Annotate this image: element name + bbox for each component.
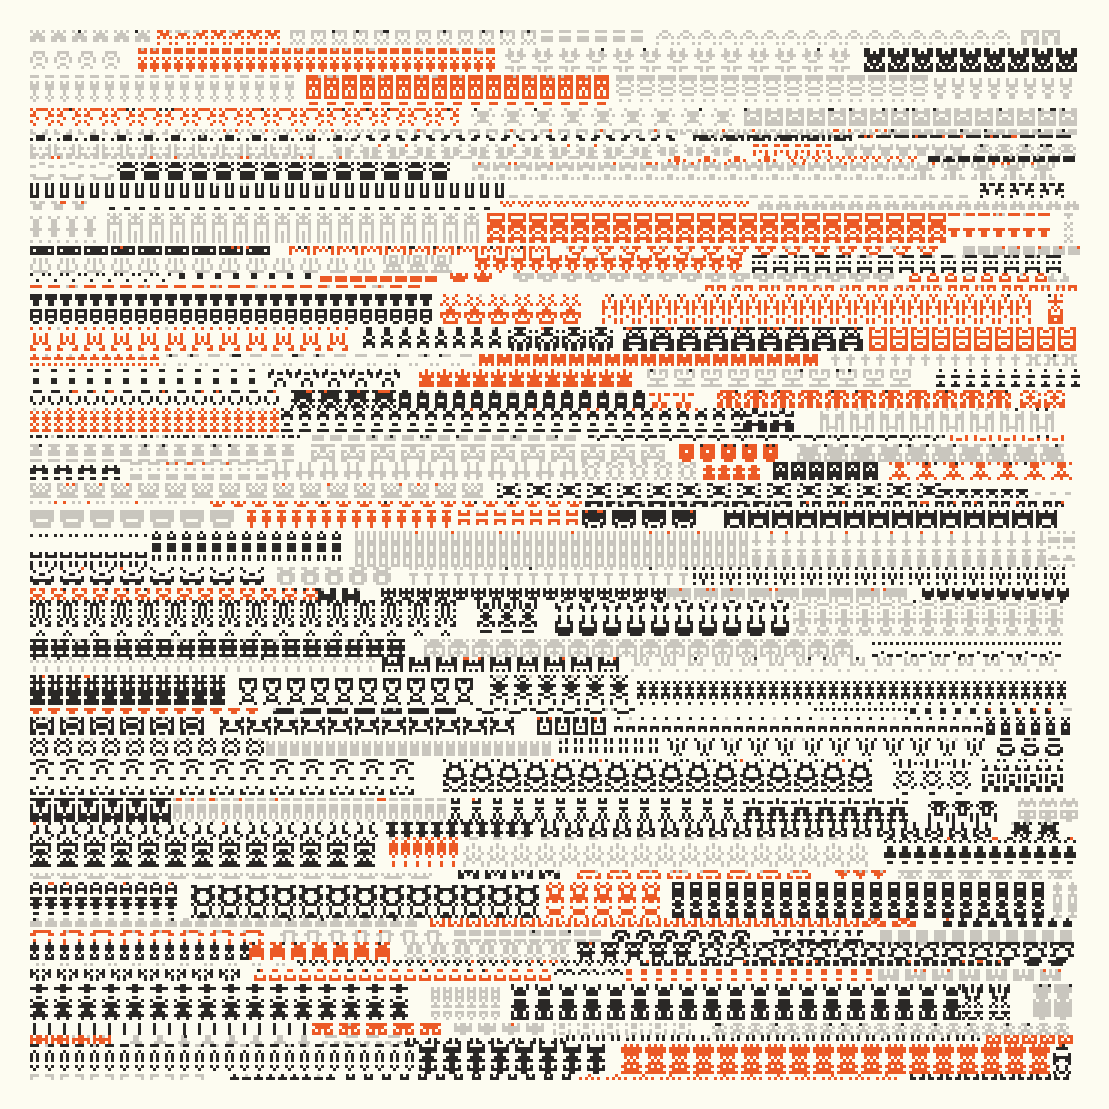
pixel-pattern-canvas (30, 30, 1080, 1080)
